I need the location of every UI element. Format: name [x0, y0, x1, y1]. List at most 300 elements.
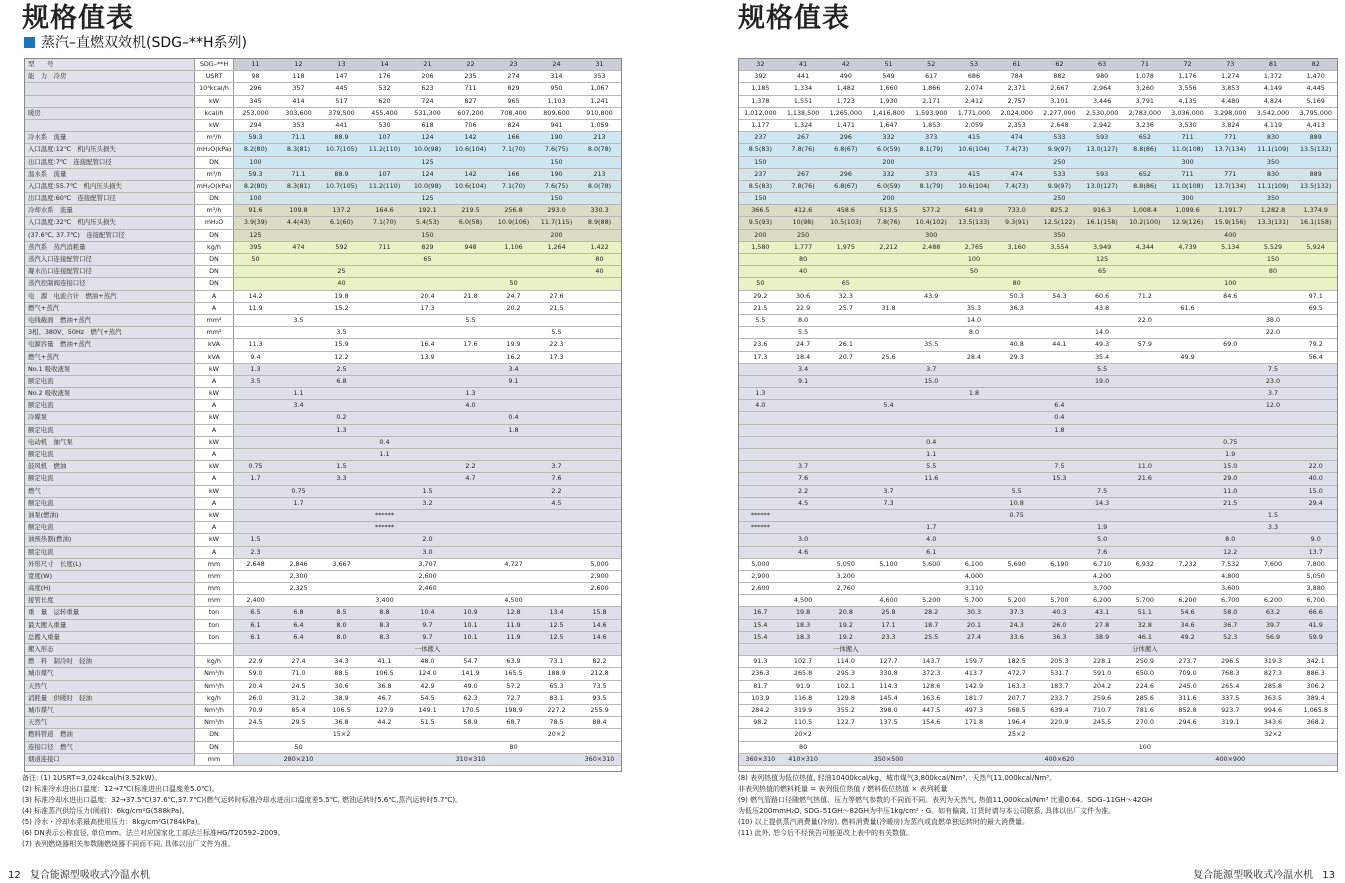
table-cell: 284.2	[751, 705, 770, 714]
table-cell: 88.4	[592, 718, 607, 727]
row-label: 连接口径 燃气	[25, 742, 195, 753]
table-cell: 57.2	[506, 681, 521, 690]
table-cell: 11.9	[506, 620, 521, 629]
table-row	[739, 376, 1337, 388]
table-cell: 445	[335, 84, 348, 93]
table-cell: 5,100	[879, 559, 898, 568]
row-unit: Nm³/h	[195, 717, 234, 728]
table-cell	[782, 449, 825, 460]
row-unit: kW	[195, 510, 234, 521]
table-cell: 10.0(98)	[413, 145, 442, 154]
table-cell	[1166, 473, 1209, 484]
table-cell: 3.9(39)	[243, 218, 268, 227]
table-cell	[535, 364, 578, 375]
table-cell: 141.9	[461, 669, 480, 678]
table-cell	[1209, 644, 1252, 655]
table-cell	[1123, 510, 1166, 521]
table-cell: 7.8(76)	[876, 218, 901, 227]
table-cell	[363, 327, 406, 338]
table-cell: 10.4	[420, 608, 435, 617]
table-cell: 5,924	[1306, 242, 1325, 251]
table-cell: 3,036,000	[1171, 108, 1204, 117]
table-cell	[492, 193, 535, 204]
table-cell: 2,783,000	[1128, 108, 1162, 117]
table-cell	[1209, 400, 1252, 411]
row-unit: mm²	[195, 327, 234, 338]
table-cell	[824, 461, 867, 472]
table-cell	[1252, 437, 1295, 448]
note-line: (2) 标准冷水进出口温度：12→7℃(标准进出口温度差5.0℃)。	[22, 785, 219, 793]
table-cell: 60.6	[1094, 291, 1110, 300]
table-cell: 2,942	[1092, 120, 1112, 129]
table-cell: 781.6	[1135, 705, 1154, 714]
table-cell	[953, 510, 996, 521]
table-cell	[1038, 583, 1081, 594]
table-cell: 35.4	[1094, 352, 1110, 361]
table-cell: 5,000	[590, 559, 609, 568]
table-cell: 73.5	[592, 681, 607, 690]
table-cell: 233.7	[1050, 693, 1069, 702]
table-cell	[1166, 412, 1209, 423]
table-cell: 389.4	[1306, 693, 1325, 702]
table-cell: 2,530,000	[1085, 108, 1119, 117]
table-cell: 50	[756, 279, 765, 288]
table-cell	[578, 425, 621, 436]
note-line: 为低压200mmH₂O, SDG–51GH～82GH为中压1kg/cm²・G。如有偏离, 订货时请与本公司联系, 具体以出厂文件为准。	[738, 807, 1116, 815]
table-cell: 1,177	[751, 120, 770, 129]
table-cell: 6.1(60)	[329, 218, 354, 227]
note-line: (5) 冷水・冷却水系最高使用压力：8kg/cm²G(784kPa)。	[22, 818, 205, 826]
table-cell: 3,556	[1178, 84, 1197, 93]
table-cell: 6.0(59)	[876, 145, 901, 154]
table-cell	[449, 571, 492, 582]
table-cell	[867, 729, 910, 740]
table-cell: 4.5	[551, 498, 562, 507]
header-cell: 51	[884, 60, 893, 68]
notes-right	[738, 773, 1338, 839]
table-cell	[995, 157, 1038, 168]
table-row	[739, 620, 1337, 632]
table-cell: 3.0	[797, 535, 809, 544]
table-cell: 1,185	[751, 84, 770, 93]
table-cell: 36.8	[377, 681, 392, 690]
table-cell: 8.2(80)	[243, 145, 268, 154]
table-cell: 11.1(109)	[1257, 145, 1289, 154]
table-cell: 16.4	[420, 340, 435, 349]
table-cell: 1,660	[879, 84, 898, 93]
table-cell: 88.9	[334, 169, 349, 178]
table-cell: 3,600	[1221, 584, 1240, 593]
table-cell: 311.6	[1178, 693, 1197, 702]
table-cell: 50	[251, 255, 260, 263]
table-cell: 5,700	[1135, 596, 1154, 605]
table-cell: 170.5	[461, 705, 480, 714]
table-cell	[535, 754, 578, 765]
table-cell: 250	[1053, 194, 1066, 203]
table-cell: 3.4	[508, 364, 519, 373]
table-cell	[1123, 364, 1166, 375]
table-cell	[867, 742, 910, 753]
table-cell: 414	[292, 96, 305, 105]
table-cell: 4,600	[879, 596, 898, 605]
row-label: 燃气	[25, 486, 195, 497]
table-cell	[535, 522, 578, 533]
table-cell	[824, 327, 867, 338]
table-cell	[953, 547, 996, 558]
table-cell	[578, 437, 621, 448]
table-cell	[406, 522, 449, 533]
table-cell: 256.8	[504, 206, 523, 215]
table-cell	[910, 303, 953, 314]
table-cell: 577.2	[922, 206, 941, 215]
table-cell	[953, 486, 996, 497]
table-cell	[363, 473, 406, 484]
table-cell: 4,480	[1221, 96, 1240, 105]
table-cell: 106.5	[375, 669, 394, 678]
table-cell: 237	[754, 133, 767, 142]
table-cell: 353	[292, 120, 305, 129]
table-cell: 41.9	[1308, 620, 1323, 629]
table-cell	[1166, 449, 1209, 460]
table-row	[25, 230, 621, 242]
table-cell	[1209, 510, 1252, 521]
table-cell	[234, 315, 277, 326]
row-unit: kW	[195, 461, 234, 472]
header-cell: 22	[466, 60, 475, 68]
table-cell	[277, 303, 320, 314]
table-cell: 166	[507, 169, 520, 178]
table-cell: 6.1	[926, 547, 937, 556]
table-cell: 124.0	[418, 669, 437, 678]
row-label: No.1 吸收液泵	[25, 364, 195, 375]
table-cell: 2,900	[751, 571, 770, 580]
table-cell: 490	[839, 72, 852, 81]
table-cell: 4,824	[1263, 96, 1283, 105]
table-row	[25, 376, 621, 388]
table-cell: 12.2	[1223, 547, 1238, 556]
table-cell: 2,412	[964, 96, 984, 105]
table-cell: 49.9	[1180, 352, 1195, 361]
table-cell	[1166, 729, 1209, 740]
table-cell: 42.9	[420, 681, 435, 690]
row-unit: mm	[195, 583, 234, 594]
table-row	[739, 559, 1337, 571]
table-cell: 250	[796, 230, 810, 239]
table-cell: 12.9(126)	[1171, 218, 1204, 227]
table-cell: 620	[378, 96, 391, 105]
table-cell: 2,325	[289, 584, 308, 593]
row-label: 宽度(W)	[25, 571, 195, 582]
table-cell	[535, 559, 578, 570]
table-cell: 9.0	[1310, 535, 1321, 544]
table-cell	[277, 644, 320, 655]
table-cell: 29.0	[1223, 474, 1238, 483]
table-cell: 18.3	[795, 620, 811, 629]
row-unit: kW	[195, 437, 234, 448]
table-cell: 5.5	[1011, 486, 1022, 495]
page-title: 规格值表	[22, 3, 134, 34]
row-label: 凝水出口连接配管口径	[25, 266, 195, 277]
table-cell: 295.3	[836, 669, 855, 678]
table-cell: 142.9	[964, 681, 984, 690]
table-cell: 159.7	[964, 657, 984, 666]
table-cell	[995, 449, 1038, 460]
table-cell: 5.5	[465, 315, 476, 324]
table-cell: 8.0	[336, 620, 347, 629]
table-cell: 2,488	[922, 242, 941, 251]
table-cell: 474	[292, 242, 305, 251]
table-cell: 5,134	[1221, 242, 1240, 251]
table-cell: 2,648	[1050, 120, 1069, 129]
table-cell: 9.5(93)	[748, 218, 772, 227]
table-cell: 71.0	[291, 669, 306, 678]
table-cell	[320, 230, 363, 241]
table-cell	[1294, 729, 1337, 740]
table-cell	[1252, 498, 1295, 509]
table-cell: 4.5	[797, 498, 809, 507]
table-cell	[1081, 315, 1124, 326]
table-cell	[824, 400, 867, 411]
footer-right	[1193, 866, 1341, 881]
table-cell: 29.4	[1308, 498, 1323, 507]
table-cell: 154.6	[922, 718, 941, 727]
table-cell: 8.9(88)	[587, 218, 612, 227]
table-cell: 7.4(73)	[1005, 181, 1029, 190]
table-cell: 706	[464, 120, 477, 129]
table-cell: 54.3	[1052, 291, 1067, 300]
footer-text: 复合能源型吸收式冷温水机	[29, 870, 150, 881]
table-cell	[910, 157, 953, 168]
table-cell	[824, 425, 867, 436]
table-cell	[535, 510, 578, 521]
table-cell: 10.9	[463, 608, 478, 617]
table-cell: 293.0	[547, 206, 566, 215]
table-cell	[492, 754, 535, 765]
table-cell	[1166, 510, 1209, 521]
table-cell: 21.8	[463, 291, 478, 300]
table-cell	[1252, 473, 1295, 484]
row-label: 电动机 抽气泵	[25, 437, 195, 448]
table-cell: 15.8	[592, 608, 607, 617]
table-cell	[320, 486, 363, 497]
table-cell: 6.1	[250, 632, 261, 641]
table-cell	[492, 254, 535, 265]
table-cell	[277, 522, 320, 533]
table-cell: 19.9	[506, 340, 521, 349]
table-cell: 2,171	[922, 96, 941, 105]
table-cell	[1123, 327, 1166, 338]
table-cell: 3,101	[1050, 96, 1069, 105]
table-cell: 1,416,800	[872, 108, 905, 117]
table-cell	[449, 742, 492, 753]
table-cell	[1166, 571, 1209, 582]
table-cell: 一体搬入	[833, 645, 859, 653]
table-cell	[739, 534, 782, 545]
table-cell: 40.0	[1308, 474, 1323, 483]
header-cell: 53	[969, 60, 979, 68]
table-cell: 3,853	[1221, 84, 1240, 93]
table-cell	[1294, 278, 1337, 289]
table-cell	[910, 388, 953, 399]
row-label: 冷水系 流量	[25, 132, 195, 143]
table-cell	[1123, 303, 1166, 314]
table-cell	[320, 510, 363, 521]
table-cell: 8.0	[797, 315, 809, 324]
table-cell: 337.5	[1221, 693, 1240, 702]
table-cell: 37.3	[1009, 608, 1024, 617]
table-cell: 1,059	[590, 120, 609, 129]
table-cell	[867, 449, 910, 460]
table-cell	[1038, 388, 1081, 399]
table-cell: 3.7	[926, 364, 937, 373]
table-cell: 220.9	[1050, 718, 1069, 727]
table-cell	[363, 412, 406, 423]
table-cell: 618	[421, 120, 434, 129]
table-cell	[1209, 315, 1252, 326]
table-cell: 30.6	[334, 681, 349, 690]
table-cell: 852.8	[1178, 705, 1197, 714]
table-cell: 497.3	[964, 705, 984, 714]
table-cell	[535, 254, 578, 265]
table-cell: 206	[421, 72, 434, 81]
table-cell: 2,760	[836, 584, 855, 593]
table-cell: 447.5	[922, 705, 941, 714]
table-cell: 22.3	[549, 340, 564, 349]
table-cell: 62.3	[463, 693, 478, 702]
table-cell	[1166, 754, 1209, 765]
table-cell	[867, 425, 910, 436]
table-cell: 73.1	[549, 657, 564, 666]
table-cell: 517	[335, 96, 348, 105]
table-cell: 4,727	[504, 559, 523, 568]
table-cell	[1038, 303, 1081, 314]
table-cell: 1,374.9	[1303, 206, 1328, 215]
row-label: (37.6℃, 37.7℃) 连接配管口径	[25, 230, 195, 241]
table-row	[739, 364, 1337, 376]
table-cell	[995, 522, 1038, 533]
table-cell: 80	[509, 742, 518, 751]
table-cell: 1,176	[1178, 72, 1197, 81]
table-cell	[1038, 364, 1081, 375]
table-cell: 1.3	[250, 364, 261, 373]
table-cell: 250	[1053, 157, 1066, 166]
table-cell: 127.7	[879, 657, 898, 666]
header-cell: 11	[251, 60, 260, 68]
table-cell: 100	[1224, 279, 1237, 288]
table-cell	[363, 486, 406, 497]
table-cell	[535, 278, 578, 289]
table-cell	[824, 754, 867, 765]
table-cell: 253,000	[242, 108, 269, 117]
table-cell: 16.7	[753, 608, 768, 617]
table-cell	[363, 291, 406, 302]
row-label: 燃气+蒸汽	[25, 352, 195, 363]
table-cell	[1294, 449, 1337, 460]
footer-left	[2, 866, 150, 881]
table-cell	[1294, 376, 1337, 387]
table-cell: 44.2	[377, 718, 392, 727]
table-cell	[910, 583, 953, 594]
table-cell	[492, 729, 535, 740]
table-cell: 1.1	[926, 450, 937, 458]
table-cell	[363, 339, 406, 350]
table-cell	[995, 437, 1038, 448]
table-cell: 163.3	[1007, 681, 1026, 690]
table-cell	[1294, 266, 1337, 277]
table-cell: 319.1	[1221, 718, 1240, 727]
table-cell: 13.7(134)	[1214, 145, 1246, 154]
table-row	[25, 729, 621, 741]
table-cell	[1123, 400, 1166, 411]
table-cell	[363, 278, 406, 289]
table-cell: 19.8	[334, 291, 349, 300]
note-line: 非表列热值的燃料耗量 = 表列低位热值 / 燃料低位热值 × 表列耗量	[738, 785, 948, 793]
table-cell	[739, 729, 782, 740]
row-label: 入口温度:32℃ 机内压头损失	[25, 217, 195, 228]
table-row	[25, 242, 621, 254]
table-cell	[320, 437, 363, 448]
table-cell: 4,200	[1092, 571, 1112, 580]
table-cell	[1038, 547, 1081, 558]
row-unit: kW	[195, 364, 234, 375]
table-cell	[449, 522, 492, 533]
table-cell	[578, 729, 621, 740]
table-cell: 889	[1309, 169, 1322, 178]
table-cell: 0.75	[1009, 510, 1024, 519]
table-cell	[363, 376, 406, 387]
table-cell: 1,274	[1221, 72, 1240, 81]
row-unit: DN	[195, 266, 234, 277]
table-cell	[1209, 157, 1252, 168]
table-cell: 1.8	[508, 425, 519, 434]
table-row	[25, 461, 621, 473]
table-cell: 14.2	[248, 291, 263, 300]
table-cell	[449, 449, 492, 460]
table-cell	[277, 534, 320, 545]
table-cell: 6.5	[250, 608, 261, 617]
table-row	[739, 717, 1337, 729]
table-cell: 7.5	[1097, 486, 1108, 495]
table-cell: 10.1	[463, 632, 478, 641]
table-cell: 5.5	[926, 462, 937, 471]
row-unit: m³/h	[195, 205, 234, 216]
table-cell	[867, 437, 910, 448]
table-cell	[363, 230, 406, 241]
table-cell: 28.4	[966, 352, 982, 361]
table-cell: 6,200	[1263, 596, 1283, 605]
table-cell: 809,600	[543, 108, 570, 117]
table-cell	[578, 461, 621, 472]
table-cell: 20.1	[966, 620, 982, 629]
row-label: 冷却水系 流量	[25, 205, 195, 216]
table-cell: 22.0	[1137, 315, 1152, 324]
table-cell	[277, 473, 320, 484]
table-cell: 2,277,000	[1043, 108, 1076, 117]
table-cell	[535, 644, 578, 655]
row-unit: mm	[195, 754, 234, 765]
table-cell: 143.7	[922, 657, 941, 666]
row-unit: ton	[195, 632, 234, 643]
table-cell	[995, 327, 1038, 338]
table-cell: 4,413	[1306, 120, 1325, 129]
table-cell: 1,777	[793, 242, 813, 251]
table-cell	[910, 571, 953, 582]
table-cell	[867, 461, 910, 472]
table-cell: 3,260	[1135, 84, 1154, 93]
table-cell	[277, 449, 320, 460]
table-cell: 306.2	[1306, 681, 1325, 690]
header-cell: 32	[756, 60, 765, 68]
